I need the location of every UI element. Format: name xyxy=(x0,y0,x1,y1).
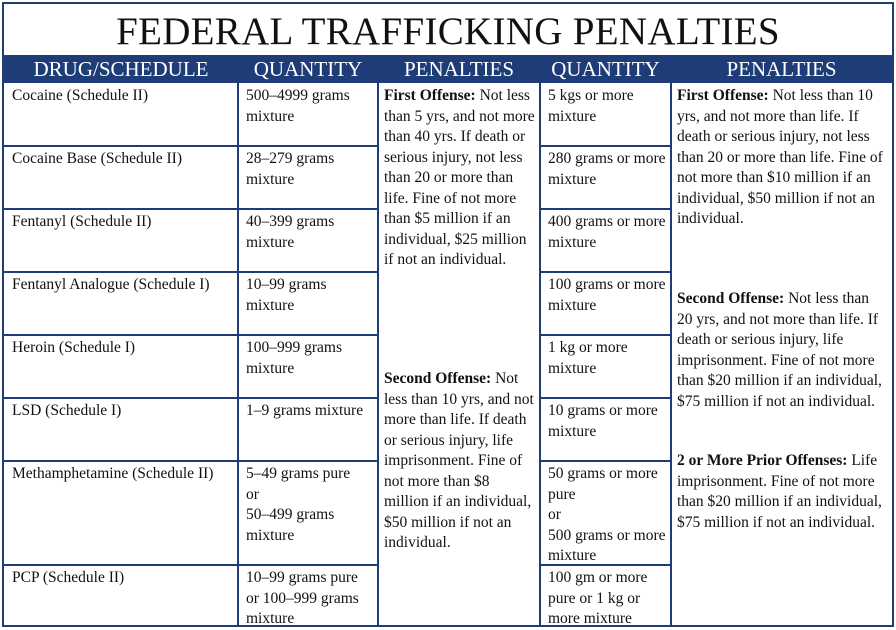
penalties-2-second xyxy=(677,289,887,412)
quantity-2-cell: 10 grams or more mixture xyxy=(548,402,658,440)
table-body xyxy=(4,83,892,627)
header-penalties-2: PENALTIES xyxy=(726,57,837,81)
column-divider xyxy=(539,83,541,627)
second-offense-label: Second Offense: xyxy=(384,370,492,387)
drug-cell: Heroin (Schedule I) xyxy=(12,339,136,356)
second-offense-text: Not less than 10 yrs, and not more than life. If death or serious injury, life imprisonment. Fine of not more than $8 million if an individual, $50 million if not an individual. xyxy=(384,370,534,551)
first-offense-label: First Offense: xyxy=(384,87,476,104)
prior-offenses-label: 2 or More Prior Offenses: xyxy=(677,452,848,469)
row-divider xyxy=(4,564,377,566)
row-divider xyxy=(4,271,377,273)
penalties-1-first xyxy=(384,86,536,271)
row-divider xyxy=(539,208,672,210)
penalties-1-second xyxy=(384,369,536,554)
quantity-2-cell: 100 gm or more pure or 1 kg or more mixture xyxy=(548,569,648,627)
header-quantity-2: QUANTITY xyxy=(551,57,660,81)
drug-cell: Fentanyl Analogue (Schedule I) xyxy=(12,276,210,293)
quantity-1-cell: 28–279 grams mixture xyxy=(246,150,335,188)
row-divider xyxy=(539,397,672,399)
first-offense-label: First Offense: xyxy=(677,87,769,104)
drug-cell: Fentanyl (Schedule II) xyxy=(12,213,152,230)
quantity-2-cell: 100 grams or more mixture xyxy=(548,276,666,314)
row-divider xyxy=(539,460,672,462)
quantity-2-or: or xyxy=(548,506,561,523)
quantity-2-cell: 280 grams or more mixture xyxy=(548,150,666,188)
quantity-2-cell xyxy=(548,464,668,567)
quantity-2-cell: 400 grams or more mixture xyxy=(548,213,666,251)
quantity-1-cell: 10–99 grams mixture xyxy=(246,276,327,314)
quantity-2-cell: 5 kgs or more mixture xyxy=(548,87,634,125)
header-penalties-1: PENALTIES xyxy=(403,57,515,81)
penalties-table xyxy=(2,2,894,627)
row-divider xyxy=(539,334,672,336)
drug-cell: Methamphetamine (Schedule II) xyxy=(12,465,214,482)
row-divider xyxy=(4,334,377,336)
prior-offenses-text: Life imprisonment. Fine of not more than $20 million if an individual, $75 million if not an individual. xyxy=(677,452,882,531)
row-divider xyxy=(4,397,377,399)
table-title: FEDERAL TRAFFICKING PENALTIES xyxy=(116,10,780,53)
quantity-2-pure: 50 grams or more pure xyxy=(548,465,658,503)
second-offense-label: Second Offense: xyxy=(677,290,785,307)
row-divider xyxy=(539,271,672,273)
quantity-1-cell: 500–4999 grams mixture xyxy=(246,87,350,125)
row-divider xyxy=(4,145,377,147)
first-offense-text: Not less than 10 yrs, and not more than life. If death or serious injury, not less than 20 or more than life. Fine of not more than $10 million if an individual, $50 million if not an individual. xyxy=(677,87,883,227)
quantity-2-cell: 1 kg or more mixture xyxy=(548,339,628,377)
column-divider xyxy=(670,83,672,627)
quantity-1-cell: 40–399 grams mixture xyxy=(246,213,335,251)
header-drug-schedule: DRUG/SCHEDULE xyxy=(33,57,209,81)
quantity-1-cell xyxy=(246,464,374,546)
drug-cell: PCP (Schedule II) xyxy=(12,569,125,586)
quantity-1-or: or xyxy=(246,485,259,503)
quantity-1-cell: 10–99 grams pure or 100–999 grams mixture xyxy=(246,569,359,627)
first-offense-text: Not less than 5 yrs, and not more than 40 yrs. If death or serious injury, not less than 20 or more than life. Fine of not more than $5 million if an individual, $25 million if not an individual. xyxy=(384,87,535,268)
header-row xyxy=(4,55,892,83)
header-quantity-1: QUANTITY xyxy=(253,57,363,81)
quantity-1-cell: 1–9 grams mixture xyxy=(246,402,364,419)
penalties-2-prior xyxy=(677,451,887,533)
quantity-1-mixture: 50–499 grams mixture xyxy=(246,506,335,544)
column-divider xyxy=(377,83,379,627)
row-divider xyxy=(539,145,672,147)
quantity-1-pure: 5–49 grams pure xyxy=(246,465,351,482)
quantity-2-mixture: 500 grams or more mixture xyxy=(548,526,666,564)
second-offense-text: Not less than 20 yrs, and not more than life. If death or serious injury, life imprisonment. Fine of not more than $20 million if an individual, $75 million if not an individual. xyxy=(677,290,882,410)
column-divider xyxy=(237,83,239,627)
drug-cell: Cocaine (Schedule II) xyxy=(12,87,148,104)
row-divider xyxy=(4,208,377,210)
row-divider xyxy=(4,460,377,462)
drug-cell: LSD (Schedule I) xyxy=(12,402,122,419)
penalties-2-first xyxy=(677,86,887,230)
drug-cell: Cocaine Base (Schedule II) xyxy=(12,150,183,167)
quantity-1-cell: 100–999 grams mixture xyxy=(246,339,343,377)
